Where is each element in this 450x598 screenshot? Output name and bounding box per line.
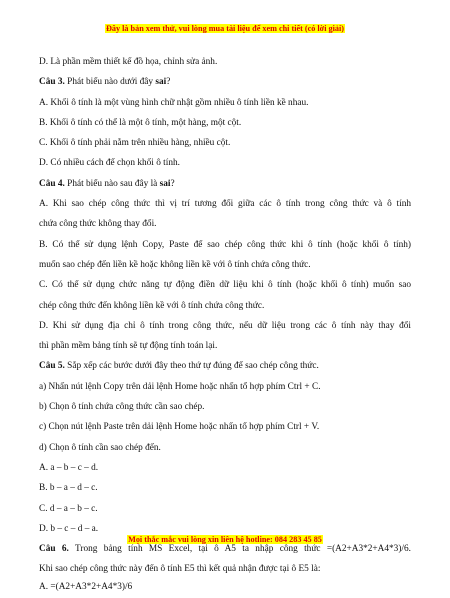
hotline-text: Mọi thắc mắc vui lòng xin liên hệ hotline: 084 283 45 85 xyxy=(128,535,322,544)
answer-option: B. Khối ô tính có thể là một ô tính, một hàng, một cột. xyxy=(39,117,242,128)
document-body xyxy=(39,56,411,598)
answer-option: A. Khi sao chép công thức thì vị trí tương đối giữa các ô tính trong công thức và ô tính xyxy=(39,199,411,210)
step-item: d) Chọn ô tính cần sao chép đến. xyxy=(39,442,161,453)
answer-option-continued: thì phần mềm bảng tính sẽ tự động tính toán lại. xyxy=(39,341,218,352)
preview-notice-text: Đây là bản xem thử, vui lòng mua tài liệu để xem chi tiết (có lời giải) xyxy=(105,24,344,33)
question-5-heading: Câu 5. Sắp xếp các bước dưới đây theo thứ tự đúng để sao chép công thức. xyxy=(39,361,319,372)
answer-option: A. a – b – c – d. xyxy=(39,462,99,473)
question-6-heading: Câu 6. Trong bảng tính MS Excel, tại ô A5 ta nhập công thức =(A2+A3*2+A4*3)/6. xyxy=(39,544,411,555)
answer-option: C. Khối ô tính phải nằm trên nhiều hàng, nhiều cột. xyxy=(39,138,231,149)
preview-notice-banner xyxy=(0,24,450,33)
step-item: a) Nhấn nút lệnh Copy trên dải lệnh Home hoặc nhấn tổ hợp phím Ctrl + C. xyxy=(39,381,321,392)
answer-option: C. d – a – b – c. xyxy=(39,503,98,514)
answer-option-continued: chép công thức đến không liền kề với ô tính chứa công thức. xyxy=(39,300,265,311)
step-item: c) Chọn nút lệnh Paste trên dải lệnh Home hoặc nhấn tổ hợp phím Ctrl + V. xyxy=(39,422,320,433)
question-3-heading: Câu 3. Phát biểu nào dưới đây sai? xyxy=(39,77,171,88)
answer-option: C. Có thể sử dụng chức năng tự động điền dữ liệu khi ô tính (hoặc khối ô tính) muốn sao xyxy=(39,280,411,291)
answer-option: D. Khi sử dụng địa chỉ ô tính trong công thức, nếu dữ liệu trong các ô tính này thay đổi xyxy=(39,320,411,331)
answer-option: D. Có nhiều cách để chọn khối ô tính. xyxy=(39,158,180,169)
answer-option: D. b – c – d – a. xyxy=(39,523,99,534)
answer-option: A. =(A2+A3*2+A4*3)/6 xyxy=(39,581,133,592)
answer-option-continued: muốn sao chép đến liền kề hoặc không liền kề với ô tính chứa công thức. xyxy=(39,259,311,270)
question-text-continued: Khi sao chép công thức này đến ô tính E5 thì kết quả nhận được tại ô E5 là: xyxy=(39,564,321,575)
question-4-heading: Câu 4. Phát biểu nào sau đây là sai? xyxy=(39,178,175,189)
answer-option: A. Khối ô tính là một vùng hình chữ nhật gồm nhiều ô tính liền kề nhau. xyxy=(39,97,309,108)
text-line: D. Là phần mềm thiết kế đồ họa, chỉnh sửa ảnh. xyxy=(39,57,218,67)
step-item: b) Chọn ô tính chứa công thức cần sao chép. xyxy=(39,402,205,413)
hotline-banner xyxy=(0,535,450,544)
answer-option: B. b – a – d – c. xyxy=(39,483,98,494)
answer-option-continued: chứa công thức không thay đổi. xyxy=(39,219,157,230)
answer-option: B. Có thể sử dụng lệnh Copy, Paste để sao chép công thức khi ô tính (hoặc khối ô tính) xyxy=(39,239,411,250)
